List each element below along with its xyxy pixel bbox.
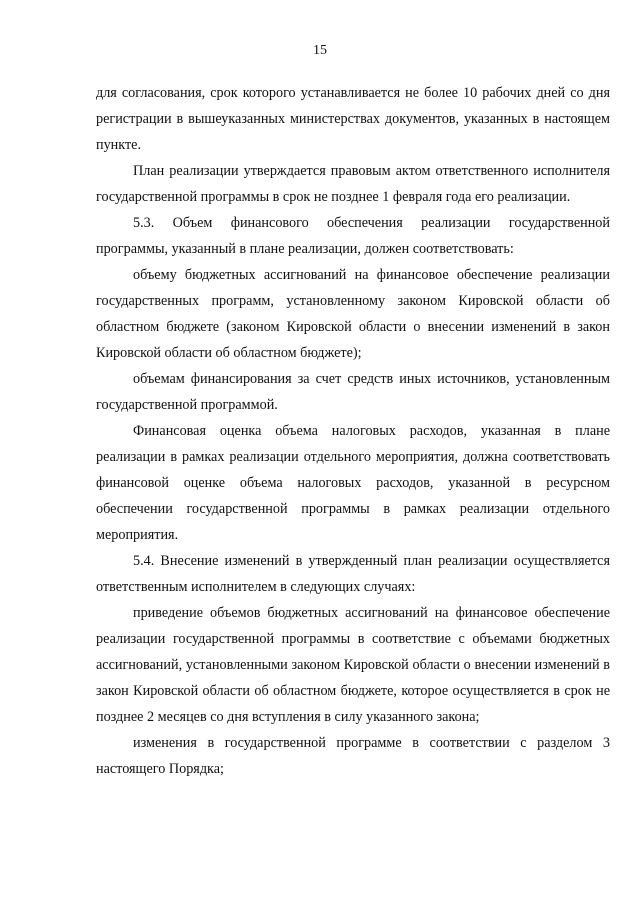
paragraph-budget-allocations: объему бюджетных ассигнований на финансовое обеспечение реализации государственных программ, установленному законом Кировской области об областном бюджете (законом Кировской области о внесении изменений в закон Кировской области об областном бюджете); — [96, 267, 610, 361]
paragraph-other-sources: объемам финансирования за счет средств иных источников, установленным государственной программой. — [96, 371, 610, 413]
paragraph-tax-expenditures: Финансовая оценка объема налоговых расходов, указанная в плане реализации в рамках реализации отдельного мероприятия, должна соответствовать финансовой оценке объема налоговых расходов, указанной в ресурсном обеспечении государственной программы в рамках реализации отдельного мероприятия. — [96, 423, 610, 543]
paragraph-bringing-volumes: приведение объемов бюджетных ассигнований на финансовое обеспечение реализации государственной программы в соответствие с объемами бюджетных ассигнований, установленными законом Кировской области о внесении изменений в закон Кировской области об областном бюджете, которое осуществляется в срок не позднее 2 месяцев со дня вступления в силу указанного закона; — [96, 605, 610, 725]
page-number: 15 — [313, 43, 327, 58]
paragraph-continuation: для согласования, срок которого устанавливается не более 10 рабочих дней со дня регистрации в вышеуказанных министерствах документов, указанных в настоящем пункте. — [96, 85, 610, 153]
paragraph-program-changes: изменения в государственной программе в соответствии с разделом 3 настоящего Порядка; — [96, 735, 610, 777]
paragraph-5-4: 5.4. Внесение изменений в утвержденный план реализации осуществляется ответственным исполнителем в следующих случаях: — [96, 553, 610, 595]
paragraph-5-3: 5.3. Объем финансового обеспечения реализации государственной программы, указанный в плане реализации, должен соответствовать: — [96, 215, 610, 257]
document-body — [96, 80, 610, 782]
paragraph-plan-approval: План реализации утверждается правовым актом ответственного исполнителя государственной программы в срок не позднее 1 февраля года его реализации. — [96, 163, 610, 205]
